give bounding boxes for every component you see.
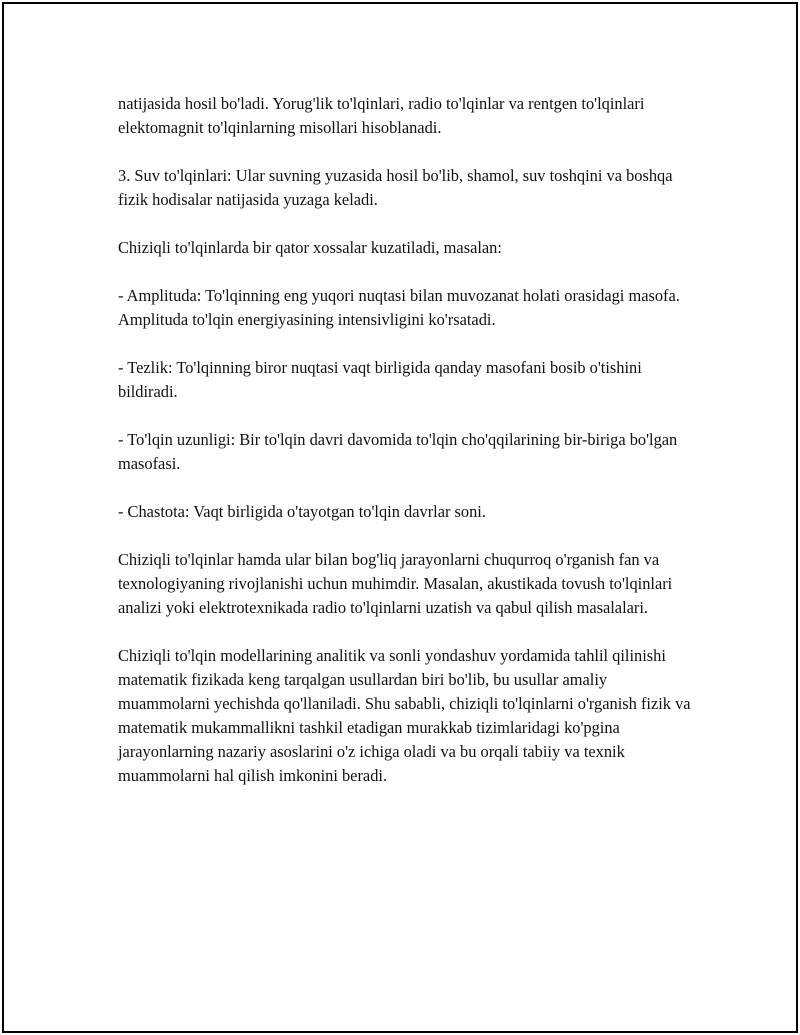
list-item-amplitude: - Amplituda: To'lqinning eng yuqori nuqtasi bilan muvozanat holati orasidagi masofa. Amplituda to'lqin energiyasining intensivligini ko'rsatadi. — [118, 286, 680, 329]
paragraph-water-waves: 3. Suv to'lqinlari: Ular suvning yuzasida hosil bo'lib, shamol, suv toshqini va boshqa fizik hodisalar natijasida yuzaga keladi. — [118, 166, 673, 209]
list-item-wavelength: - To'lqin uzunligi: Bir to'lqin davri davomida to'lqin cho'qqilarining bir-biriga bo'lgan masofasi. — [118, 430, 678, 473]
document-body — [118, 92, 693, 788]
paragraph-importance: Chiziqli to'lqinlar hamda ular bilan bog'liq jarayonlarni chuqurroq o'rganish fan va texnologiyaning rivojlanishi uchun muhimdir. Masalan, akustikada tovush to'lqinlari analizi yoki elektrotexnikada radio to'lqinlarni uzatish va qabul qilish masalalari. — [118, 550, 673, 617]
paragraph-continuation: natijasida hosil bo'ladi. Yorug'lik to'lqinlari, radio to'lqinlar va rentgen to'lqinlari elektomagnit to'lqinlarning misollari hisoblanadi. — [118, 94, 645, 137]
paragraph-conclusion: Chiziqli to'lqin modellarining analitik va sonli yondashuv yordamida tahlil qilinishi matematik fizikada keng tarqalgan usullardan biri bo'lib, bu usullar amaliy muammolarni yechishda qo'llaniladi. Shu sababli, chiziqli to'lqinlarni o'rganish fizik va matematik mukammallikni tashkil etadigan murakkab tizimlaridagi ko'pgina jarayonlarning nazariy asoslarini o'z ichiga oladi va bu orqali tabiiy va texnik muammolarni hal qilish imkonini beradi. — [118, 646, 691, 785]
paragraph-properties-intro: Chiziqli to'lqinlarda bir qator xossalar kuzatiladi, masalan: — [118, 238, 502, 257]
list-item-speed: - Tezlik: To'lqinning biror nuqtasi vaqt birligida qanday masofani bosib o'tishini bildiradi. — [118, 358, 642, 401]
list-item-frequency: - Chastota: Vaqt birligida o'tayotgan to'lqin davrlar soni. — [118, 502, 486, 521]
